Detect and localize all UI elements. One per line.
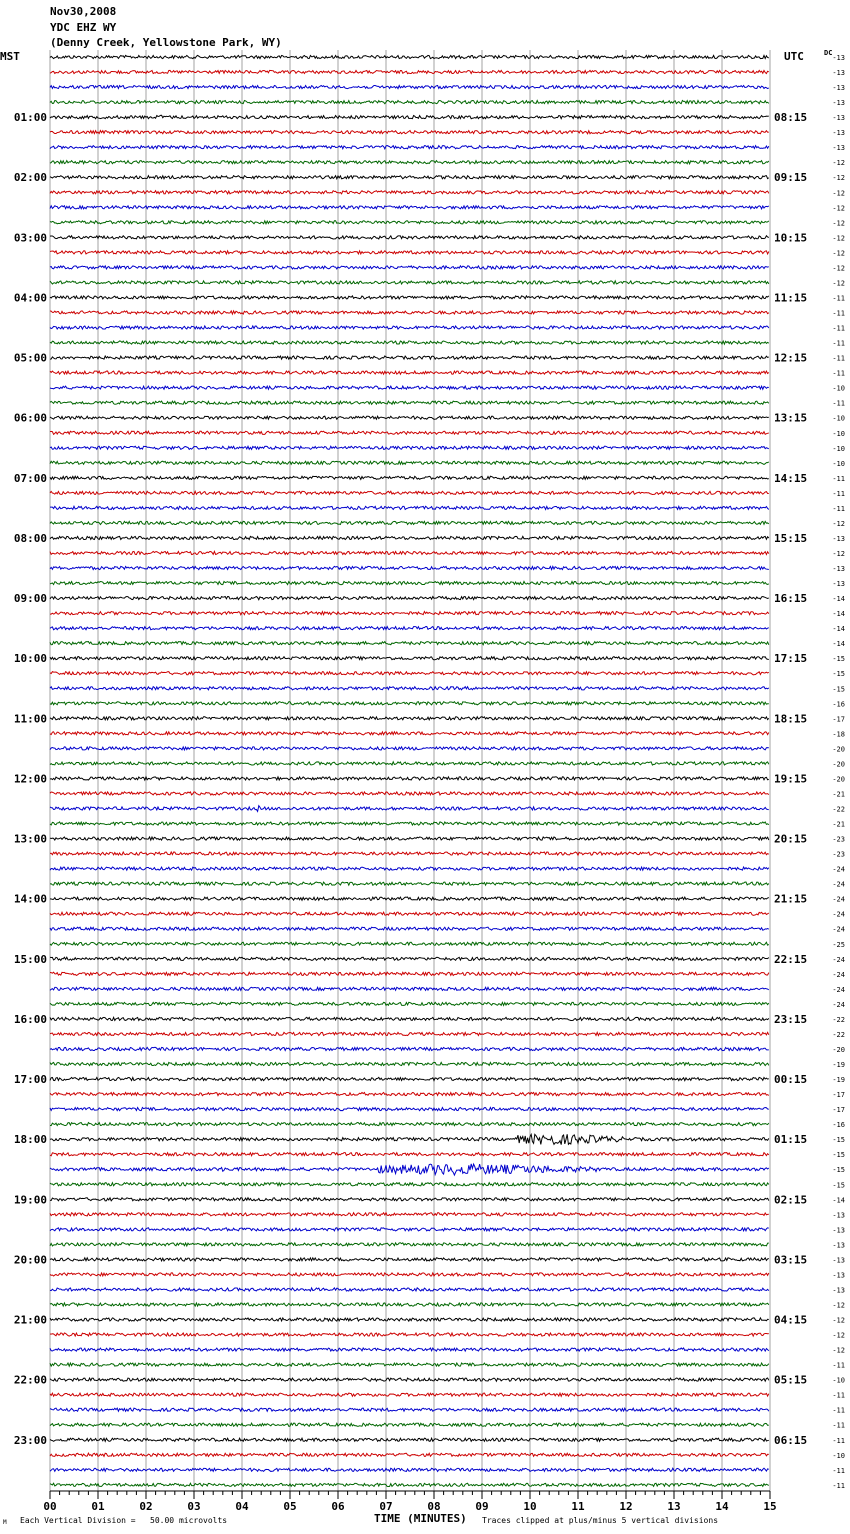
dc-offset-label: -12: [832, 1346, 845, 1355]
dc-offset-label: -12: [832, 279, 845, 288]
trace-27: [50, 461, 769, 464]
utc-hour-label: 23:15: [774, 1012, 808, 1026]
utc-hour-label: 02:15: [774, 1193, 808, 1207]
dc-offset-label: -24: [832, 925, 845, 934]
x-tick-label: 11: [571, 1500, 585, 1513]
trace-37: [50, 612, 769, 615]
dc-offset-label: -12: [832, 219, 845, 228]
dc-offset-label: -11: [832, 1421, 845, 1430]
trace-23: [50, 401, 769, 404]
trace-28: [50, 476, 769, 479]
trace-86: [50, 1348, 769, 1351]
x-tick-label: 05: [283, 1500, 297, 1513]
utc-hour-label: 19:15: [774, 772, 808, 786]
x-tick-label: 10: [523, 1500, 537, 1513]
x-tick-label: 08: [427, 1500, 441, 1513]
dc-offset-label: -13: [832, 1241, 845, 1250]
dc-header-label: DC: [824, 49, 833, 57]
trace-89: [50, 1393, 769, 1396]
trace-92: [50, 1438, 769, 1441]
trace-68: [50, 1077, 769, 1080]
mst-hour-label: 12:00: [13, 772, 47, 786]
dc-offset-label: -10: [832, 444, 845, 453]
dc-offset-label: -16: [832, 1121, 845, 1130]
utc-hour-label: 13:15: [774, 411, 808, 425]
trace-69: [50, 1092, 769, 1095]
dc-offset-label: -13: [832, 144, 845, 153]
dc-offset-label: -24: [832, 1000, 845, 1009]
trace-74: [50, 1164, 769, 1175]
utc-hour-label: 09:15: [774, 171, 808, 185]
trace-57: [50, 912, 769, 915]
trace-91: [50, 1423, 769, 1426]
dc-offset-label: -13: [832, 99, 845, 108]
trace-49: [50, 792, 769, 795]
utc-hour-label: 12:15: [774, 351, 808, 365]
dc-offset-label: -25: [832, 940, 845, 949]
dc-offset-label: -11: [832, 1466, 845, 1475]
dc-offset-label: -12: [832, 1331, 845, 1340]
trace-1: [50, 70, 769, 73]
trace-81: [50, 1273, 769, 1276]
trace-82: [50, 1288, 769, 1291]
utc-hour-label: 00:15: [774, 1073, 808, 1087]
dc-offset-label: -14: [832, 595, 845, 604]
trace-31: [50, 521, 769, 524]
trace-50: [50, 806, 769, 812]
dc-offset-label: -12: [832, 234, 845, 243]
dc-offset-label: -20: [832, 760, 845, 769]
dc-offset-label: -13: [832, 1271, 845, 1280]
mst-hour-labels: [14, 111, 47, 1447]
trace-19: [50, 341, 769, 344]
trace-14: [50, 266, 769, 269]
x-tick-label: 04: [235, 1500, 249, 1513]
trace-9: [50, 191, 769, 194]
plot-date: Nov30,2008: [50, 5, 117, 18]
mst-hour-label: 15:00: [13, 952, 47, 966]
x-tick-label: 15: [763, 1500, 777, 1513]
trace-36: [50, 596, 769, 599]
mst-hour-label: 04:00: [13, 291, 47, 305]
dc-offset-label: -17: [832, 1106, 845, 1115]
dc-offset-label: -12: [832, 204, 845, 213]
dc-offset-label: -15: [832, 1151, 845, 1160]
trace-83: [50, 1303, 769, 1306]
utc-hour-labels: [774, 111, 807, 1447]
dc-offset-label: -12: [832, 249, 845, 258]
dc-offset-label: -13: [832, 1226, 845, 1235]
utc-hour-label: 11:15: [774, 291, 808, 305]
dc-offset-label: -13: [832, 69, 845, 78]
utc-hour-label: 05:15: [774, 1373, 808, 1387]
utc-hour-label: 08:15: [774, 111, 808, 125]
right-timezone-label: UTC: [784, 50, 804, 63]
mst-hour-label: 23:00: [13, 1433, 47, 1447]
dc-offset-label: -11: [832, 399, 845, 408]
mst-hour-label: 21:00: [13, 1313, 47, 1327]
dc-offset-label: -13: [832, 1256, 845, 1265]
trace-62: [50, 987, 769, 990]
dc-offset-label: -22: [832, 1015, 845, 1024]
trace-85: [50, 1333, 769, 1336]
dc-offset-label: -20: [832, 775, 845, 784]
mst-hour-label: 03:00: [13, 231, 47, 245]
x-tick-label: 01: [91, 1500, 105, 1513]
trace-12: [50, 236, 769, 239]
trace-70: [50, 1108, 769, 1111]
x-tick-label: 02: [139, 1500, 153, 1513]
dc-offset-label: -13: [832, 534, 845, 543]
dc-offset-label: -13: [832, 114, 845, 123]
utc-hour-label: 06:15: [774, 1433, 808, 1447]
left-timezone-label: MST: [0, 50, 20, 63]
trace-10: [50, 206, 769, 209]
dc-offset-label: -14: [832, 640, 845, 649]
dc-offset-label: -11: [832, 474, 845, 483]
utc-hour-label: 17:15: [774, 652, 808, 666]
utc-hour-label: 01:15: [774, 1133, 808, 1147]
trace-42: [50, 687, 769, 690]
trace-77: [50, 1213, 769, 1216]
trace-58: [50, 927, 769, 930]
dc-offset-label: -15: [832, 655, 845, 664]
trace-6: [50, 146, 769, 149]
dc-offset-label: -23: [832, 835, 845, 844]
mst-hour-label: 05:00: [13, 351, 47, 365]
trace-51: [50, 822, 769, 825]
trace-84: [50, 1318, 769, 1321]
dc-offset-label: -19: [832, 1076, 845, 1085]
trace-60: [50, 957, 769, 960]
dc-offset-label: -10: [832, 429, 845, 438]
vertical-scale-note: Each Vertical Division = 50.00 microvolts: [20, 1516, 228, 1525]
trace-71: [50, 1123, 769, 1126]
dc-offset-label: -10: [832, 414, 845, 423]
mst-hour-label: 07:00: [13, 471, 47, 485]
x-tick-label: 12: [619, 1500, 633, 1513]
dc-offset-label: -12: [832, 1316, 845, 1325]
trace-95: [50, 1483, 769, 1486]
trace-53: [50, 852, 769, 855]
trace-67: [50, 1062, 769, 1065]
station-code: YDC EHZ WY: [50, 21, 117, 34]
trace-20: [50, 356, 769, 359]
dc-offset-label: -13: [832, 54, 845, 62]
utc-hour-label: 21:15: [774, 892, 808, 906]
dc-offset-label: -10: [832, 384, 845, 393]
x-tick-label: 14: [715, 1500, 729, 1513]
dc-offset-label: -24: [832, 895, 845, 904]
trace-59: [50, 942, 769, 945]
x-tick-label: 07: [379, 1500, 393, 1513]
trace-17: [50, 311, 769, 314]
dc-offset-label: -21: [832, 790, 845, 799]
dc-offset-label: -11: [832, 369, 845, 378]
trace-52: [50, 837, 769, 840]
trace-54: [50, 867, 769, 870]
mst-hour-label: 19:00: [13, 1193, 47, 1207]
trace-15: [50, 281, 769, 284]
trace-78: [50, 1228, 769, 1231]
trace-35: [50, 581, 769, 584]
trace-2: [50, 85, 769, 88]
trace-33: [50, 551, 769, 554]
utc-hour-label: 04:15: [774, 1313, 808, 1327]
mst-hour-label: 17:00: [13, 1073, 47, 1087]
dc-offset-label: -16: [832, 700, 845, 709]
dc-offset-label: -24: [832, 970, 845, 979]
dc-offset-label: -17: [832, 715, 845, 724]
trace-18: [50, 326, 769, 329]
mst-hour-label: 09:00: [13, 592, 47, 606]
dc-offset-label: -11: [832, 339, 845, 348]
utc-hour-label: 14:15: [774, 471, 808, 485]
trace-45: [50, 732, 769, 735]
utc-hour-label: 16:15: [774, 592, 808, 606]
dc-offset-label: -12: [832, 549, 845, 558]
trace-64: [50, 1017, 769, 1020]
trace-26: [50, 446, 769, 449]
dc-offset-label: -14: [832, 625, 845, 634]
dc-offset-label: -13: [832, 1211, 845, 1220]
x-axis: [43, 1491, 776, 1513]
dc-offset-label: -21: [832, 820, 845, 829]
dc-offset-label: -17: [832, 1091, 845, 1100]
utc-hour-label: 10:15: [774, 231, 808, 245]
dc-offset-label: -11: [832, 1406, 845, 1415]
dc-offset-label: -15: [832, 1136, 845, 1145]
trace-0: [50, 55, 769, 58]
dc-offset-label: -15: [832, 670, 845, 679]
utc-hour-label: 22:15: [774, 952, 808, 966]
trace-48: [50, 777, 769, 780]
dc-offset-label: -15: [832, 1181, 845, 1190]
dc-offset-label: -24: [832, 880, 845, 889]
mst-hour-label: 16:00: [13, 1012, 47, 1026]
trace-94: [50, 1468, 769, 1471]
dc-offset-label: -11: [832, 1361, 845, 1370]
dc-offset-label: -15: [832, 1166, 845, 1175]
trace-34: [50, 566, 769, 569]
dc-offset-label: -14: [832, 1196, 845, 1205]
dc-offset-label: -22: [832, 1030, 845, 1039]
clip-note: Traces clipped at plus/minus 5 vertical divisions: [482, 1516, 719, 1525]
dc-offset-label: -11: [832, 489, 845, 498]
dc-offset-labels: [832, 54, 845, 1490]
dc-offset-label: -13: [832, 84, 845, 93]
trace-72: [50, 1134, 769, 1144]
station-location: (Denny Creek, Yellowstone Park, WY): [50, 36, 282, 49]
dc-offset-label: -12: [832, 174, 845, 183]
dc-offset-label: -13: [832, 580, 845, 589]
dc-offset-label: -24: [832, 985, 845, 994]
trace-44: [50, 717, 769, 720]
trace-79: [50, 1243, 769, 1246]
utc-hour-label: 15:15: [774, 531, 808, 545]
dc-offset-label: -24: [832, 955, 845, 964]
trace-43: [50, 702, 769, 705]
x-axis-title: TIME (MINUTES): [374, 1512, 467, 1525]
dc-offset-label: -11: [832, 294, 845, 303]
mst-hour-label: 22:00: [13, 1373, 47, 1387]
trace-22: [50, 386, 769, 389]
trace-47: [50, 762, 769, 765]
dc-offset-label: -10: [832, 459, 845, 468]
dc-offset-label: -12: [832, 519, 845, 528]
trace-25: [50, 431, 769, 434]
trace-21: [50, 371, 769, 374]
dc-offset-label: -18: [832, 730, 845, 739]
trace-63: [50, 1002, 769, 1005]
trace-46: [50, 747, 769, 750]
dc-offset-label: -11: [832, 309, 845, 318]
trace-73: [50, 1153, 769, 1156]
dc-offset-label: -15: [832, 685, 845, 694]
trace-66: [50, 1047, 769, 1050]
dc-offset-label: -11: [832, 1391, 845, 1400]
trace-65: [50, 1032, 769, 1035]
x-tick-label: 09: [475, 1500, 489, 1513]
mst-hour-label: 06:00: [13, 411, 47, 425]
trace-87: [50, 1363, 769, 1366]
dc-offset-label: -11: [832, 1436, 845, 1445]
trace-41: [50, 672, 769, 675]
dc-offset-label: -12: [832, 159, 845, 168]
x-tick-label: 00: [43, 1500, 57, 1513]
dc-offset-label: -14: [832, 610, 845, 619]
trace-80: [50, 1258, 769, 1261]
dc-offset-label: -12: [832, 189, 845, 198]
x-tick-label: 13: [667, 1500, 681, 1513]
dc-offset-label: -23: [832, 850, 845, 859]
dc-offset-label: -13: [832, 1286, 845, 1295]
mst-hour-label: 20:00: [13, 1253, 47, 1267]
trace-76: [50, 1198, 769, 1201]
dc-offset-label: -19: [832, 1061, 845, 1070]
mst-hour-label: 02:00: [13, 171, 47, 185]
trace-4: [50, 115, 769, 118]
dc-offset-label: -22: [832, 805, 845, 814]
dc-offset-label: -13: [832, 129, 845, 138]
x-tick-label: 06: [331, 1500, 345, 1513]
trace-55: [50, 882, 769, 885]
trace-5: [50, 131, 769, 134]
dc-offset-label: -10: [832, 1451, 845, 1460]
trace-3: [50, 100, 769, 103]
dc-offset-label: -10: [832, 1376, 845, 1385]
trace-7: [50, 161, 769, 164]
mst-hour-label: 18:00: [13, 1133, 47, 1147]
trace-29: [50, 491, 769, 494]
trace-32: [50, 536, 769, 539]
dc-offset-label: -11: [832, 354, 845, 363]
trace-88: [50, 1378, 769, 1381]
trace-38: [50, 627, 769, 630]
trace-13: [50, 251, 769, 254]
utc-hour-label: 18:15: [774, 712, 808, 726]
utc-hour-label: 20:15: [774, 832, 808, 846]
corner-mark: M: [3, 1519, 7, 1526]
trace-93: [50, 1453, 769, 1456]
dc-offset-label: -24: [832, 910, 845, 919]
mst-hour-label: 13:00: [13, 832, 47, 846]
dc-offset-label: -11: [832, 324, 845, 333]
dc-offset-label: -11: [832, 504, 845, 513]
dc-offset-label: -11: [832, 1481, 845, 1490]
dc-offset-label: -12: [832, 264, 845, 273]
utc-hour-label: 03:15: [774, 1253, 808, 1267]
trace-16: [50, 296, 769, 299]
trace-24: [50, 416, 769, 419]
dc-offset-label: -12: [832, 1301, 845, 1310]
dc-offset-label: -24: [832, 865, 845, 874]
mst-hour-label: 08:00: [13, 531, 47, 545]
trace-40: [50, 657, 769, 660]
trace-11: [50, 221, 769, 224]
mst-hour-label: 11:00: [13, 712, 47, 726]
trace-8: [50, 176, 769, 179]
trace-90: [50, 1408, 769, 1411]
trace-75: [50, 1183, 769, 1186]
mst-hour-label: 01:00: [13, 111, 47, 125]
mst-hour-label: 14:00: [13, 892, 47, 906]
trace-30: [50, 506, 769, 509]
trace-56: [50, 897, 769, 900]
dc-offset-label: -20: [832, 745, 845, 754]
trace-39: [50, 642, 769, 645]
dc-offset-label: -13: [832, 565, 845, 574]
plot-traces: [50, 55, 769, 1486]
x-tick-label: 03: [187, 1500, 201, 1513]
dc-offset-label: -20: [832, 1045, 845, 1054]
trace-61: [50, 972, 769, 975]
mst-hour-label: 10:00: [13, 652, 47, 666]
